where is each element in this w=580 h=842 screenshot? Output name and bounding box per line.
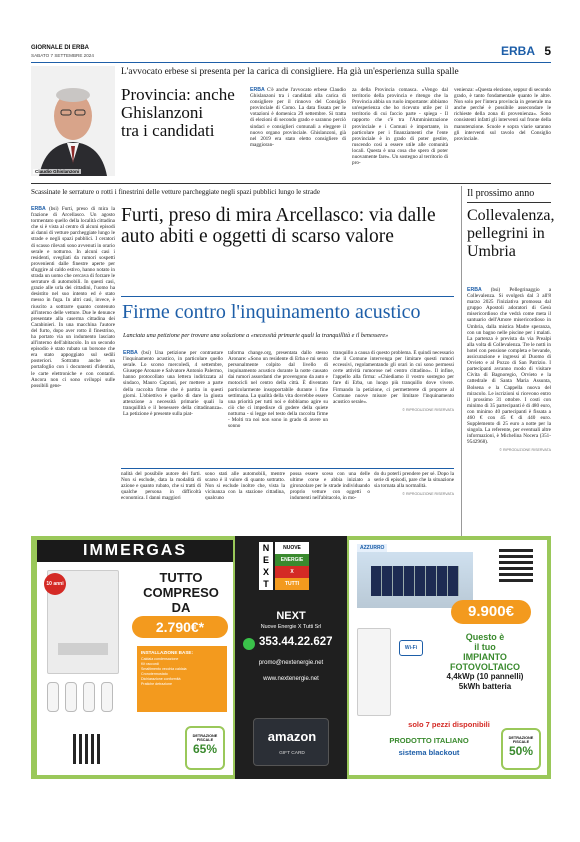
petition-top-rule bbox=[121, 296, 454, 297]
petition-title: Firme contro l'inquinamento acustico bbox=[122, 301, 421, 323]
included-label: TUTTO COMPRESO DA bbox=[143, 570, 219, 615]
next-panel bbox=[235, 536, 347, 779]
website-link[interactable]: www.nextenergie.net bbox=[263, 676, 319, 682]
top-story-kicker: L'avvocato erbese si presenta per la carica di consigliere. Ha già un'esperienza sulla spalle bbox=[121, 67, 459, 77]
detrazione-label-right: DETRAZIONE FISCALE bbox=[508, 736, 534, 744]
solar-made-in-italy: PRODOTTO ITALIANO bbox=[389, 736, 469, 745]
right-column-header: Il prossimo anno bbox=[467, 188, 535, 199]
right-column-body: ERBA (bsi) Pellegrinaggio a Collevalenza. Si svolgerà dal 3 all'8 marzo 2025 l'iniziativa promossa dal gruppo Apostoli adoratori di Gesù misericordioso che vedrà come meta il santuario dell'Amore misericordioso in Umbria, dalla mistica Madre speranza, con un bagno nelle piscine per i malati. La partenza è prevista da via Prealpi alla volta di Collevalenza. Tre le notti in hotel con pensione completa e bevande, assicurazione e ingressi al Duomo di Orvieto e al Pozzo di San Patrizio. I partecipanti avranno modo di visitare Civita di Bagnoregio, Orvieto e la cattedrale di Santa Maria Assunta, Bolsena e la Cappella nuova del miracolo. Le iscrizioni si ricevono entro il prossimo 31 ottobre. I costi con minimo di 35 partecipanti è di 480 euro, con minimo 40 partecipanti è fissata a 460 € con 45 € di 440 euro. Supplemento di 25 euro a notte per la singola. La referente, per eventuali altre informazioni, è Michelina Nocera (351-9542968). © RIPRODUZIONE RISERVATA bbox=[467, 287, 551, 453]
furti-bottom-col4: do du poterli prendere per sé. Dopo la serie di episodi, pare che la situazione sia tornata alla normalità. © RIPRODUZIONE RISERVATA bbox=[374, 471, 454, 497]
furti-col1: ERBA (bsi) Furti, preso di mira la frazione di Arcellasco. Un agosto tormentato quello della località cittadina che si è vista al centro di alcuni episodi ai danni di vetture parcheggiate lungo le strade e negli spazi pubblici. I ceratori di scasso rilevati sono avvenuti in orario serale e notturno. In alcuni casi i residenti, svegliati da rumori sospetti provenienti dalle finestre aperte per sfuggire al caldo estivo, hanno notato in strada un uomo che cercava di forzare le serrature di automobili. In questi casi, grazie alle urla dei cittadini, l'uomo ha desistito nel suo intento ed è stato messo in fuga. In altri casi, invece, è riuscito a sottrarre quanto contenuto all'interno delle vetture. Due le denunce presentate alla caserma cittadina dei Carabinieri. In una macchina l'autore del furto, dopo aver rotto il finestrino, ha portato via un indumento lasciato all'interno dell'abitacolo. In un secondo episodio è stato rubato un borsone che era stato appoggiato sul sedili posteriori. Sottratto anche un portafoglio con i documenti d'identità, le carte elettroniche e con contanti. Ancora non ci sono sviluppi sulle possibili gene- bbox=[31, 206, 115, 389]
furti-title: Furti, preso di mira Arcellasco: via dalle auto abiti e oggetti di scarso valore bbox=[121, 205, 436, 247]
amazon-gift-card bbox=[253, 718, 329, 766]
company-name: NEXT bbox=[276, 610, 306, 622]
portrait-illustration bbox=[31, 66, 115, 176]
whatsapp-icon bbox=[243, 638, 255, 650]
qr-code-left bbox=[73, 734, 103, 764]
furti-kicker: Scassinate le serrature o rotti i finestrini delle vetture parcheggiate negli spazi pubblici lungo le strade bbox=[31, 188, 320, 196]
install-item: Kit raccordi bbox=[141, 662, 159, 666]
right-header-rule bbox=[467, 202, 551, 203]
furti-signature: © RIPRODUZIONE RISERVATA bbox=[402, 492, 454, 497]
email-address[interactable]: promo@nextenergie.net bbox=[258, 660, 324, 666]
solar-line6: 5kWh batteria bbox=[458, 682, 512, 691]
logo-letter: N bbox=[259, 542, 273, 554]
petition-signature: © RIPRODUZIONE RISERVATA bbox=[402, 407, 454, 412]
valve-icon bbox=[83, 682, 95, 712]
boiler-image bbox=[47, 570, 119, 674]
immergas-panel bbox=[37, 540, 233, 775]
petition-subtitle: Lanciata una petizione per trovare una soluzione a «necessità primarie quali la tranquillità e il benessere» bbox=[123, 332, 389, 339]
logo-letter: T bbox=[259, 578, 273, 590]
advertisement bbox=[31, 536, 551, 779]
radiator-valves bbox=[47, 682, 131, 720]
battery-graphic bbox=[357, 628, 391, 716]
furti-bottom-col1: nalità del possibile autore dei furti. Non si esclude, data la modalità di azione e quanto rubato, che si tratti di qualche persona in difficoltà economica. I danni maggiori bbox=[121, 471, 201, 502]
wifi-badge bbox=[399, 640, 423, 656]
boiler-badge: 10 anni bbox=[44, 573, 66, 595]
logo-word: TUTTI bbox=[275, 578, 309, 590]
solar-line4: FOTOVOLTAICO bbox=[450, 662, 520, 672]
right-signature: © RIPRODUZIONE RISERVATA bbox=[499, 448, 551, 453]
gift-card-label: GIFT CARD bbox=[279, 751, 305, 756]
valve-icon bbox=[101, 682, 113, 712]
boiler-panel bbox=[58, 643, 108, 655]
install-item: Pratiche detrazione bbox=[141, 682, 172, 686]
section-label: ERBA bbox=[500, 44, 535, 58]
top-story-col3: venienza: «Questa elezione, seppur di secondo grado, è tanto fondamentale quanto le altre. Non solo per l'intera provincia in generale ma anche perché è possibile assecondare le richieste della zona di provenienza». Sono consistenti infatti gli interventi sul fronte della manutenzione. Scuole e sopra viarie saranno gli interventi sul tavolo del Consiglio provinciale. bbox=[454, 87, 551, 142]
boiler-price: 2.790€* bbox=[132, 616, 228, 638]
solar-text-block bbox=[429, 632, 541, 692]
detrazione-badge-left bbox=[185, 726, 225, 770]
petition-bottom-rule bbox=[121, 468, 454, 469]
install-item: Caldaia condensazione bbox=[141, 657, 179, 661]
petition-col2: taforma change.org, presentata dallo stesso Aronare: «Sono un residente di Erba e mi sento personalmente colpito dal livello di inquinamento acustico durante la notte causato dai rumori assordanti che provengono da auto e motocicli nel centro della città. È diventato particolarmente insopportabile durante i fine settimana. La qualità della vita dovrebbe essere una priorità per tutti noi e dobbiamo agire su ciò che ci impedisce di godere della quiete notturna - si legge nel testo della raccolta firme - Molti tra noi non sono in grado di avere un sonno bbox=[228, 350, 328, 430]
phone-row[interactable] bbox=[243, 636, 339, 652]
install-title: INSTALLAZIONE BASE: bbox=[141, 650, 193, 655]
qr-code-right bbox=[499, 548, 533, 582]
install-item: Dichiarazione conformità bbox=[141, 677, 181, 681]
solar-line3: IMPIANTO bbox=[463, 652, 507, 662]
logo-word: NUOVE bbox=[275, 542, 309, 554]
valve-icon bbox=[65, 682, 77, 712]
amazon-logo: amazon bbox=[267, 729, 317, 744]
detrazione-badge-right bbox=[501, 728, 541, 770]
furti-bottom-col2: sono stati alle automobili, mentre scarso è il valore di quanto sottratto. Non si esclude inoltre che, vista la vicinanza con la stazione cittadina, qualcuno bbox=[205, 471, 285, 502]
top-story-col1: ERBA C'è anche l'avvocato erbese Claudio Ghislanzoni tra i candidati alla carica di consigliere per il rinnovo del Consiglio provinciale di Como. La data fissata per le votazioni è domenica 29 settembre. Si tratta di elezioni di secondo grado e saranno perciò sindaci e consiglieri comunali a eleggere il nuovo organo provinciale. Ghislanzoni, già nel 2019 era stato eletto consigliere di maggioran- bbox=[250, 87, 346, 148]
install-item: Cronotermostato bbox=[141, 672, 168, 676]
house-photo bbox=[357, 552, 473, 608]
wifi-icon: Wi-Fi bbox=[404, 645, 418, 651]
detrazione-value-right: 50% bbox=[508, 744, 534, 758]
petition-col3: tranquillo a causa di questo problema. È quindi necessario che il Comune intervenga per limitare questi rumori eccessivi, regolamentando gli orari in cui sono permessi certe attività rumorose nel centro cittadino». Il infine, l'appello alla firma: «Chiediamo il vostro sostegno per fare di Erba, un luogo più tranquillo dove vivere. Firmando la petizione, ci permetterete di proporre al Comune nuove misure per limitare l'inquinamento acustico serale». © RIPRODUZIONE RISERVATA bbox=[333, 350, 454, 412]
erba-tag-furti: ERBA bbox=[31, 206, 49, 212]
photo-caption: Claudio Ghislanzoni bbox=[35, 169, 80, 174]
top-title-line2: Ghislanzoni bbox=[121, 103, 204, 122]
page-number: 5 bbox=[544, 44, 551, 58]
furti-bottom-col3: possa essere sceso con una delle ultime corse e abbia iniziato a gironzolare per le strade individuando proprio vetture con oggetti o indumenti nell'abitacolo, in mo- bbox=[290, 471, 370, 502]
solar-limited: solo 7 pezzi disponibili bbox=[408, 720, 490, 729]
erba-tag: ERBA bbox=[250, 87, 268, 93]
detrazione-label-left: DETRAZIONE FISCALE bbox=[192, 734, 218, 742]
valve-icon bbox=[47, 682, 59, 712]
install-box bbox=[137, 646, 227, 712]
top-title-line1: Provincia: anche bbox=[121, 85, 235, 104]
header-rule bbox=[31, 62, 551, 63]
logo-word: X bbox=[275, 566, 309, 578]
detrazione-value-left: 65% bbox=[192, 742, 218, 756]
phone-number: 353.44.22.627 bbox=[259, 636, 333, 648]
solar-line5: 4,4kWp (10 pannelli) bbox=[446, 672, 524, 681]
right-divider bbox=[461, 186, 462, 536]
petition-col1: ERBA (bsi) Una petizione per contrastare l'inquinamento acustico, in particolare quello serale. Lo scorso mercoledì, 4 settembre, Giuseppe Aronare e Salvatore Antonio Palermo, hanno protocollato una lettera indirizzata al sindaco, Mauro Caprani, per mettere a parte della raccolta firme che è partita in questi giorni. L'obiettivo è quello di dare la giusta attenzione a necessità primarie quali la tranquillità e il benessere della cittadinanza». La petizione è presente sulla piat- bbox=[123, 350, 223, 417]
top-story-col2: za della Provincia comasca. «Vengo dal territorio della provincia e ritengo che la Provincia abbia un ruolo importante: abbiamo un'esperienza che ho ricevuto utile per il territorio di cui faccio parte - spiega - Il rapporto che c'è tra l'Amministrazione provinciale e i Comuni è importante, in particolare per i finanziamenti che l'ente provinciale è in grado di poter gestire, ruscendo così a essere utile alle comunità locali. Questa è una cosa che spero di poter nuovamente fare». Un sostegno al territorio di pro- bbox=[352, 87, 448, 167]
immergas-brand: IMMERGAS bbox=[37, 540, 233, 562]
solar-line2: il tuo bbox=[474, 642, 496, 652]
masthead bbox=[31, 44, 551, 62]
erba-tag-right: ERBA bbox=[467, 287, 491, 293]
logo-letter: X bbox=[259, 566, 273, 578]
next-logo bbox=[259, 542, 327, 592]
paper-name: GIORNALE DI ERBA bbox=[31, 45, 90, 51]
install-item: Smaltimento vecchia caldaia bbox=[141, 667, 187, 671]
logo-letter: E bbox=[259, 554, 273, 566]
solar-blackout: sistema blackout bbox=[398, 748, 460, 757]
logo-word: ENERGIE bbox=[275, 554, 309, 566]
right-column-title: Collevalenza, pellegrini in Umbria bbox=[467, 207, 555, 260]
top-story-photo bbox=[31, 66, 115, 176]
solar-panel bbox=[349, 540, 547, 775]
top-story-divider bbox=[31, 183, 551, 184]
company-full-name: Nuove Energie X Tutti Srl bbox=[260, 624, 322, 630]
top-title-line3: tra i candidati bbox=[121, 121, 215, 140]
erba-tag-petition: ERBA bbox=[123, 350, 142, 356]
solar-line1: Questo è bbox=[465, 632, 505, 642]
issue-date: SABATO 7 SETTEMBRE 2024 bbox=[31, 53, 94, 58]
solar-panels-graphic bbox=[371, 566, 459, 596]
top-story-title bbox=[121, 86, 246, 140]
solar-price: 9.900€ bbox=[451, 600, 531, 624]
solar-brand: AZZURRO bbox=[357, 544, 387, 552]
